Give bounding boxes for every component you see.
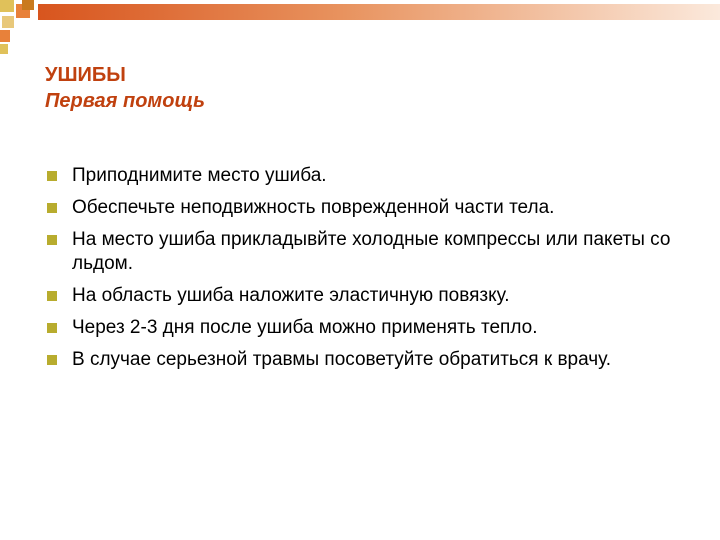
bullet-text: Обеспечьте неподвижность поврежденной части тела. [72, 197, 555, 218]
square-bullet-icon [47, 323, 57, 333]
bullet-text: Через 2-3 дня после ушиба можно применять тепло. [72, 317, 538, 338]
bullet-list [45, 164, 685, 380]
square-bullet-icon [47, 291, 57, 301]
slide-title: УШИБЫ [45, 64, 126, 86]
bullet-item [45, 348, 685, 372]
header-square-gold-2 [2, 16, 14, 28]
decorative-header-bar [0, 0, 720, 60]
header-square-dark-1 [22, 0, 34, 10]
square-bullet-icon [47, 203, 57, 213]
square-bullet-icon [47, 235, 57, 245]
bullet-item [45, 228, 685, 276]
slide-subtitle: Первая помощь [45, 90, 206, 112]
bullet-text: Приподнимите место ушиба. [72, 165, 327, 186]
bullet-item [45, 284, 685, 308]
bullet-item [45, 164, 685, 188]
bullet-item [45, 316, 685, 340]
header-gradient-bar [38, 4, 720, 20]
square-bullet-icon [47, 171, 57, 181]
bullet-text: В случае серьезной травмы посоветуйте обратиться к врачу. [72, 349, 612, 370]
square-bullet-icon [47, 355, 57, 365]
title-block [45, 62, 685, 114]
header-square-gold-1 [0, 0, 14, 12]
header-square-gold-3 [0, 44, 8, 54]
bullet-item [45, 196, 685, 220]
bullet-text: На место ушиба прикладывйте холодные компрессы или пакеты со льдом. [72, 229, 671, 274]
bullet-text: На область ушиба наложите эластичную повязку. [72, 285, 510, 306]
header-square-orange-2 [0, 30, 10, 42]
